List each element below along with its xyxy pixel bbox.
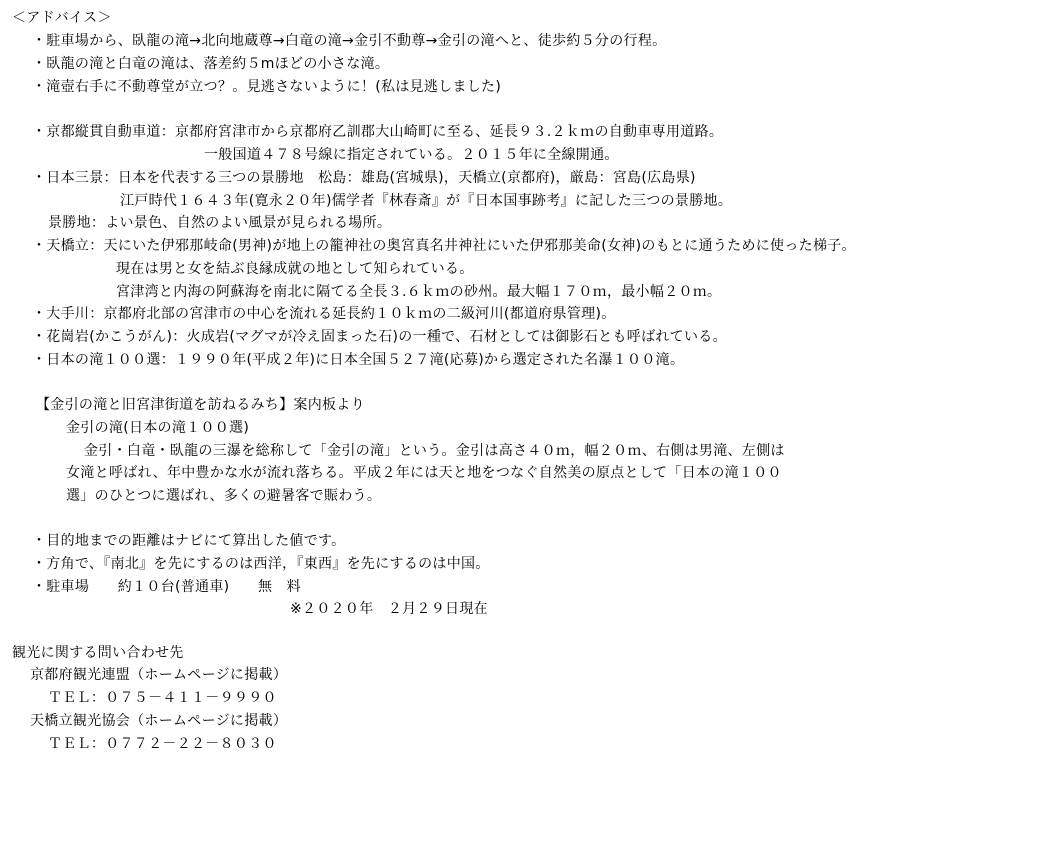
glossary-amanohashidate: ・天橋立：天にいた伊邪那岐命(男神)が地上の籠神社の奥宮真名井神社にいた伊邪那美命(女神)のもとに通うために使った梯子。 <box>32 238 856 254</box>
advice-item-small-falls: ・臥龍の滝と白竜の滝は、落差約５mほどの小さな滝。 <box>32 56 390 72</box>
note-navi-distance: ・目的地までの距離はナビにて算出した値です。 <box>32 533 346 549</box>
glossary-expressway: ・京都縦貫自動車道：京都府宮津市から京都府乙訓郡大山崎町に至る、延長９３.２ｋｍの自動車専用道路。 <box>32 124 724 140</box>
glossary-nihon-sankei: ・日本三景：日本を代表する三つの景勝地 松島：雄島(宮城県)，天橋立(京都府)，厳島：宮島(広島県) <box>32 170 696 186</box>
signboard-heading: 【金引の滝と旧宮津街道を訪ねるみち】案内板より <box>36 397 365 413</box>
contacts-heading: 観光に関する問い合わせ先 <box>12 645 184 661</box>
note-as-of-date: ※２０２０年 ２月２９日現在 <box>290 601 488 617</box>
contact-name-amanohashidate-association: 天橋立観光協会（ホームページに掲載） <box>30 713 288 729</box>
contact-tel-kyoto-tourism-federation: ＴＥＬ：０７５－４１１－９９９０ <box>48 690 277 706</box>
note-parking: ・駐車場 約１０台(普通車) 無 料 <box>32 579 301 595</box>
glossary-otegawa: ・大手川：京都府北部の宮津市の中心を流れる延長約１０ｋｍの二級河川(都道府県管理)。 <box>32 306 616 322</box>
advice-item-fudoson-hall: ・滝壺右手に不動尊堂が立つ？。見逃さないように！(私は見逃しました) <box>32 79 502 95</box>
signboard-body-line-2: 女滝と呼ばれ、年中豊かな水が流れ落ちる。平成２年には天と地をつなぐ自然美の原点として「日本の滝１００ <box>66 465 782 481</box>
glossary-waterfalls-100: ・日本の滝１００選：１９９０年(平成２年)に日本全国５２７滝(応募)から選定された名瀑１００滝。 <box>32 352 685 368</box>
glossary-amanohashidate-cont-2: 宮津湾と内海の阿蘇海を南北に隔てる全長３.６ｋｍの砂州。最大幅１７０ｍ，最小幅２０ｍ。 <box>116 284 722 300</box>
signboard-body-line-1: 金引・白竜・臥龍の三瀑を総称して「金引の滝」という。金引は高さ４０ｍ，幅２０ｍ、右側は男滝、左側は <box>84 443 785 459</box>
glossary-nihon-sankei-cont: 江戸時代１６４３年(寛永２０年)儒学者『林春斎』が『日本国事跡考』に記した三つの景勝地。 <box>120 193 733 209</box>
signboard-body-line-3: 選」のひとつに選ばれ、多くの避暑客で賑わう。 <box>66 488 382 504</box>
glossary-amanohashidate-cont-1: 現在は男と女を結ぶ良縁成就の地として知られている。 <box>116 261 474 277</box>
glossary-kakougan: ・花崗岩(かこうがん)：火成岩(マグマが冷え固まった石)の一種で、石材としては御影石とも呼ばれている。 <box>32 329 727 345</box>
glossary-expressway-cont: 一般国道４７８号線に指定されている。２０１５年に全線開通。 <box>204 147 619 163</box>
contact-name-kyoto-tourism-federation: 京都府観光連盟（ホームページに掲載） <box>30 667 288 683</box>
advice-item-parking-route: ・駐車場から、臥龍の滝→北向地蔵尊→白竜の滝→金引不動尊→金引の滝へと、徒歩約５分の行程。 <box>32 33 667 49</box>
signboard-subheading: 金引の滝(日本の滝１００選) <box>66 420 250 436</box>
contact-tel-amanohashidate-association: ＴＥＬ：０７７２－２２－８０３０ <box>48 736 277 752</box>
note-direction-order: ・方角で、『南北』を先にするのは西洋，『東西』を先にするのは中国。 <box>32 556 490 572</box>
advice-heading: ＜アドバイス＞ <box>12 10 112 26</box>
glossary-keishochi: 景勝地：よい景色、自然のよい風景が見られる場所。 <box>48 215 392 231</box>
